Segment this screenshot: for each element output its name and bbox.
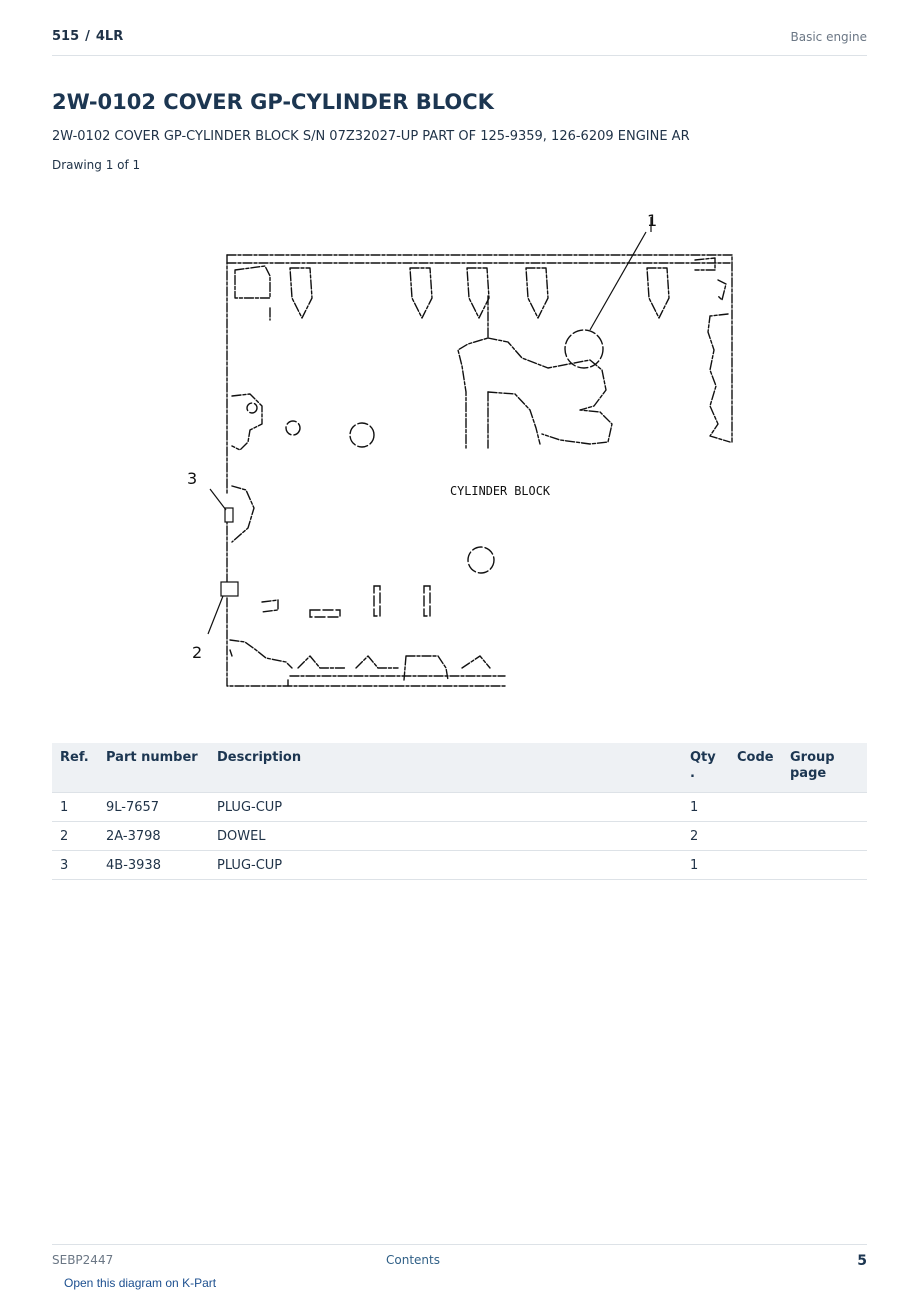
document-id: SEBP2447 bbox=[52, 1253, 114, 1267]
contents-link[interactable]: Contents bbox=[386, 1253, 440, 1267]
cell-qty: 2 bbox=[682, 822, 729, 851]
page-footer bbox=[52, 1244, 867, 1275]
cell-part-number: 9L-7657 bbox=[98, 793, 209, 822]
cell-part-number: 2A-3798 bbox=[98, 822, 209, 851]
col-description: Description bbox=[209, 743, 682, 793]
cell-part-number: 4B-3938 bbox=[98, 851, 209, 880]
diagram-label: CYLINDER BLOCK bbox=[450, 484, 551, 498]
table-header-row bbox=[52, 743, 867, 793]
col-ref: Ref. bbox=[52, 743, 98, 793]
callout-1: 1 bbox=[647, 211, 658, 230]
table-row bbox=[52, 851, 867, 880]
table-row bbox=[52, 822, 867, 851]
cell-code bbox=[729, 822, 782, 851]
cell-description: PLUG-CUP bbox=[209, 851, 682, 880]
cell-group-page bbox=[782, 851, 867, 880]
cell-description: DOWEL bbox=[209, 822, 682, 851]
breadcrumb-prefix: 4LR bbox=[95, 29, 124, 44]
breadcrumb-separator: / bbox=[85, 29, 90, 44]
col-part-number: Part number bbox=[98, 743, 209, 793]
callout-2: 2 bbox=[192, 643, 203, 662]
cell-code bbox=[729, 851, 782, 880]
drawing-count: Drawing 1 of 1 bbox=[52, 158, 141, 172]
cell-description: PLUG-CUP bbox=[209, 793, 682, 822]
open-in-kpart-link[interactable]: Open this diagram on K-Part bbox=[64, 1276, 217, 1290]
table-row bbox=[52, 793, 867, 822]
cell-ref: 3 bbox=[52, 851, 98, 880]
breadcrumb bbox=[52, 29, 123, 44]
page-title: 2W-0102 COVER GP-CYLINDER BLOCK bbox=[52, 90, 494, 114]
page-number: 5 bbox=[857, 1253, 867, 1269]
section-name: Basic engine bbox=[790, 30, 867, 44]
parts-table bbox=[52, 743, 867, 880]
cell-code bbox=[729, 793, 782, 822]
col-group-page bbox=[782, 743, 867, 793]
cell-qty: 1 bbox=[682, 793, 729, 822]
col-group-page-line2: page bbox=[790, 766, 827, 781]
cell-group-page bbox=[782, 822, 867, 851]
page-subtitle: 2W-0102 COVER GP-CYLINDER BLOCK S/N 07Z32027-UP PART OF 125-9359, 126-6209 ENGINE AR bbox=[52, 129, 690, 144]
cell-group-page bbox=[782, 793, 867, 822]
cell-qty: 1 bbox=[682, 851, 729, 880]
page-header bbox=[52, 28, 867, 56]
cell-ref: 1 bbox=[52, 793, 98, 822]
col-group-page-line1: Group bbox=[790, 750, 835, 765]
col-qty-line2: . bbox=[690, 766, 695, 781]
breadcrumb-model: 515 bbox=[52, 29, 80, 44]
cell-ref: 2 bbox=[52, 822, 98, 851]
col-qty bbox=[682, 743, 729, 793]
parts-diagram bbox=[170, 210, 750, 700]
callout-3: 3 bbox=[187, 469, 198, 488]
col-qty-line1: Qty bbox=[690, 750, 716, 765]
col-code: Code bbox=[729, 743, 782, 793]
